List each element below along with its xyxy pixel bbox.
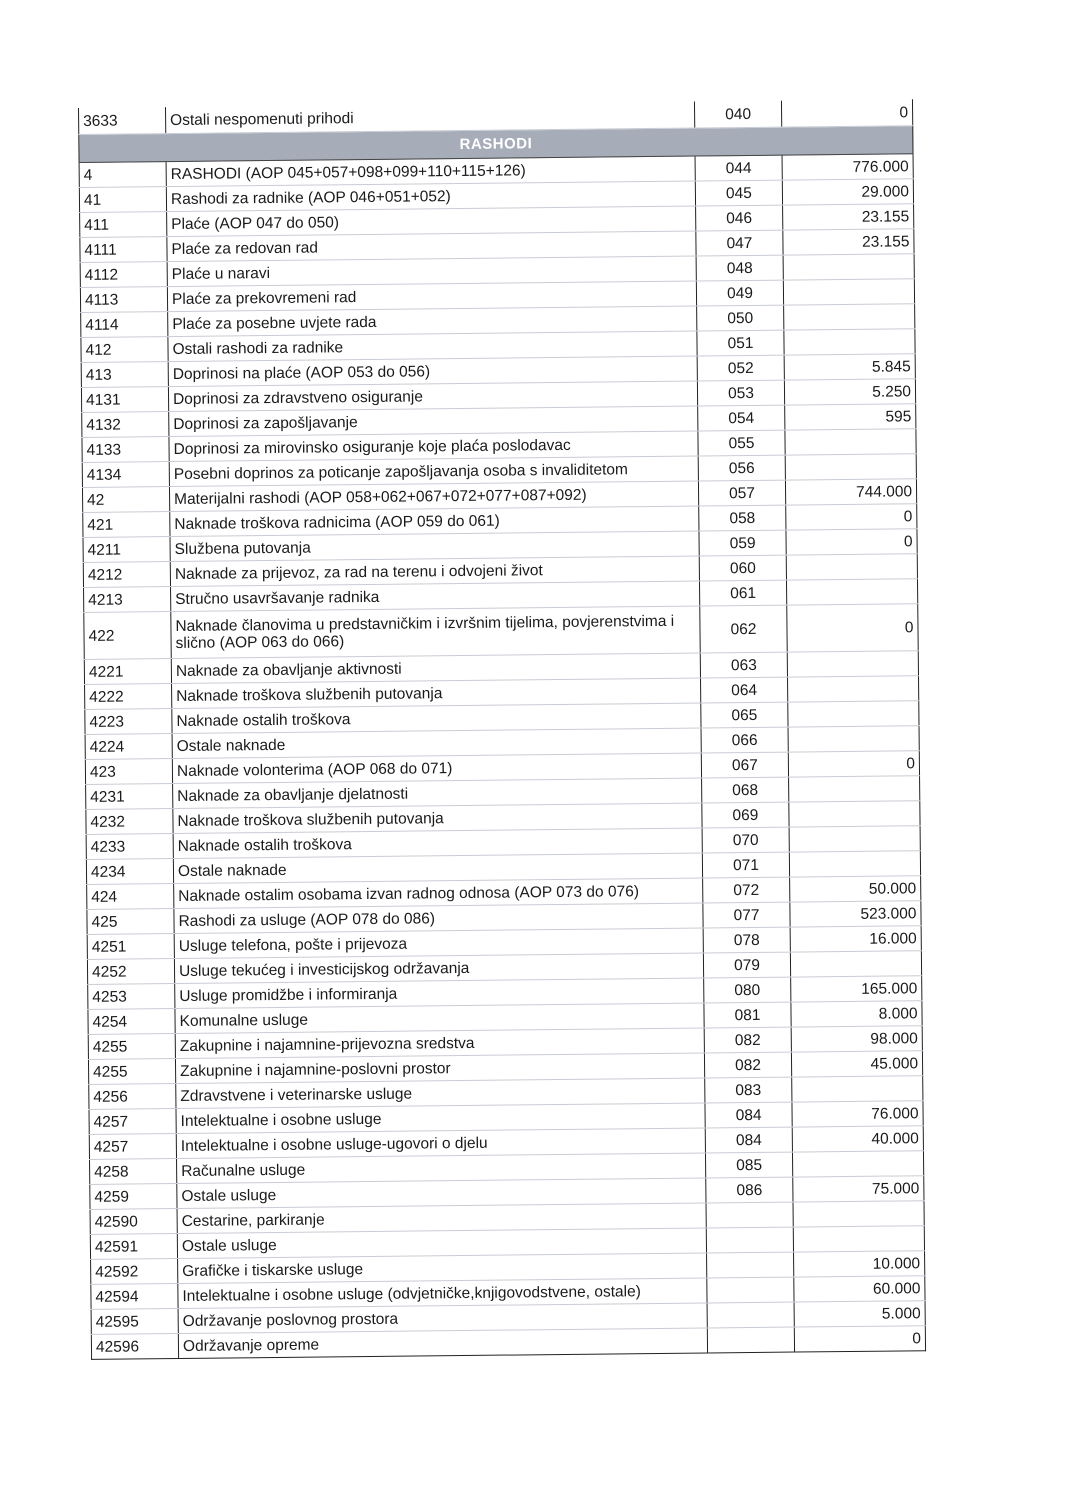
account-description: Grafičke i tiskarske usluge xyxy=(178,1253,707,1284)
account-description: Doprinosi za zapošljavanje xyxy=(169,406,698,437)
amount xyxy=(788,701,919,727)
account-code: 421 xyxy=(83,512,170,538)
amount: 98.000 xyxy=(791,1026,922,1052)
aop-number: 065 xyxy=(701,702,788,728)
account-code: 422 xyxy=(84,612,171,660)
amount xyxy=(786,579,917,605)
account-code: 4234 xyxy=(86,859,173,885)
amount: 60.000 xyxy=(794,1276,925,1302)
aop-number: 064 xyxy=(701,677,788,703)
aop-number xyxy=(707,1252,794,1278)
account-code: 4212 xyxy=(83,562,170,588)
amount: 776.000 xyxy=(782,154,913,180)
account-code: 4257 xyxy=(89,1109,176,1135)
aop-number: 083 xyxy=(705,1077,792,1103)
account-code: 411 xyxy=(80,212,167,238)
aop-number: 061 xyxy=(699,580,786,606)
aop-number: 040 xyxy=(694,101,781,128)
aop-number: 060 xyxy=(699,555,786,581)
account-description: Naknade ostalim osobama izvan radnog odnosa (AOP 073 do 076) xyxy=(174,878,703,909)
account-description: Usluge telefona, pošte i prijevoza xyxy=(174,928,703,959)
section-title: RASHODI xyxy=(79,126,913,163)
amount: 523.000 xyxy=(790,901,921,927)
amount xyxy=(789,776,920,802)
amount: 5.000 xyxy=(794,1301,925,1327)
amount: 165.000 xyxy=(791,976,922,1002)
amount: 0 xyxy=(786,504,917,530)
account-description: Naknade članovima u predstavničkim i izvršnim tijelima, povjerenstvima i slično (AOP 063 do 066) xyxy=(171,606,700,659)
amount xyxy=(787,676,918,702)
aop-number: 056 xyxy=(698,455,785,481)
account-description: Doprinosi za zdravstveno osiguranje xyxy=(168,381,697,412)
aop-number: 069 xyxy=(702,802,789,828)
account-description: Naknade za prijevoz, za rad na terenu i odvojeni život xyxy=(170,556,699,587)
aop-number: 044 xyxy=(695,155,782,181)
amount: 8.000 xyxy=(791,1001,922,1027)
account-code: 4254 xyxy=(88,1009,175,1035)
amount xyxy=(788,726,919,752)
aop-number: 072 xyxy=(703,877,790,903)
account-code: 413 xyxy=(81,362,168,388)
amount xyxy=(793,1201,924,1227)
aop-number: 077 xyxy=(703,902,790,928)
account-code: 425 xyxy=(87,909,174,935)
account-code: 4111 xyxy=(80,237,167,263)
amount: 10.000 xyxy=(794,1251,925,1277)
aop-number: 062 xyxy=(700,605,787,653)
amount: 75.000 xyxy=(793,1176,924,1202)
aop-number: 058 xyxy=(699,505,786,531)
amount: 23.155 xyxy=(783,229,914,255)
aop-number: 054 xyxy=(698,405,785,431)
amount: 76.000 xyxy=(792,1101,923,1127)
aop-number xyxy=(706,1202,793,1228)
account-description: Doprinosi za mirovinsko osiguranje koje plaća poslodavac xyxy=(169,431,698,462)
account-code: 4132 xyxy=(82,412,169,438)
account-code: 4133 xyxy=(82,437,169,463)
aop-number xyxy=(707,1327,794,1353)
account-description: Održavanje poslovnog prostora xyxy=(178,1303,707,1334)
aop-number: 084 xyxy=(705,1102,792,1128)
account-code: 41 xyxy=(79,187,166,213)
aop-number: 066 xyxy=(701,727,788,753)
aop-number: 057 xyxy=(698,480,785,506)
amount xyxy=(793,1226,924,1252)
amount: 23.155 xyxy=(783,204,914,230)
account-code: 4255 xyxy=(88,1034,175,1060)
account-code: 42592 xyxy=(91,1259,178,1285)
account-description: Ostale usluge xyxy=(177,1178,706,1209)
account-code: 4253 xyxy=(88,984,175,1010)
account-code: 4221 xyxy=(84,659,171,685)
account-code: 42595 xyxy=(91,1309,178,1335)
account-code: 4131 xyxy=(81,387,168,413)
account-code: 42 xyxy=(82,487,169,513)
account-description: Ostale naknade xyxy=(172,728,701,759)
aop-number: 046 xyxy=(696,205,783,231)
amount: 0 xyxy=(787,604,918,652)
amount xyxy=(789,851,920,877)
account-code: 423 xyxy=(85,759,172,785)
account-description: Usluge tekućeg i investicijskog održavanja xyxy=(174,953,703,984)
account-description: Cestarine, parkiranje xyxy=(177,1203,706,1234)
account-description: Intelektualne i osobne usluge-ugovori o djelu xyxy=(176,1128,705,1159)
aop-number: 082 xyxy=(704,1052,791,1078)
account-code: 4255 xyxy=(88,1059,175,1085)
account-description: Naknade volonterima (AOP 068 do 071) xyxy=(172,753,701,784)
amount xyxy=(792,1076,923,1102)
account-code: 3633 xyxy=(78,107,165,134)
account-code: 4113 xyxy=(80,287,167,313)
account-description: Zakupnine i najamnine-prijevozna sredstva xyxy=(175,1028,704,1059)
aop-number: 082 xyxy=(704,1027,791,1053)
aop-number: 085 xyxy=(705,1152,792,1178)
account-code: 4224 xyxy=(85,734,172,760)
amount: 0 xyxy=(794,1326,925,1352)
aop-number: 086 xyxy=(706,1177,793,1203)
account-description: Naknade troškova službenih putovanja xyxy=(173,803,702,834)
account-code: 424 xyxy=(87,884,174,910)
amount xyxy=(785,429,916,455)
aop-number: 068 xyxy=(702,777,789,803)
account-code: 42591 xyxy=(90,1234,177,1260)
aop-number: 081 xyxy=(704,1002,791,1028)
account-description: Plaće za redovan rad xyxy=(167,231,696,262)
amount xyxy=(783,254,914,280)
aop-number: 055 xyxy=(698,430,785,456)
aop-number: 070 xyxy=(702,827,789,853)
aop-number: 071 xyxy=(702,852,789,878)
amount xyxy=(789,801,920,827)
account-code: 42596 xyxy=(91,1334,178,1360)
amount xyxy=(786,554,917,580)
account-code: 4256 xyxy=(89,1084,176,1110)
account-description: Službena putovanja xyxy=(170,531,699,562)
account-description: Ostale usluge xyxy=(177,1228,706,1259)
amount: 595 xyxy=(785,404,916,430)
account-description: Naknade ostalih troškova xyxy=(173,828,702,859)
account-description: Posebni doprinos za poticanje zapošljavanja osoba s invaliditetom xyxy=(169,456,698,487)
aop-number: 080 xyxy=(704,977,791,1003)
amount: 0 xyxy=(786,529,917,555)
amount xyxy=(785,454,916,480)
account-code: 4223 xyxy=(85,709,172,735)
aop-number: 052 xyxy=(697,355,784,381)
ledger-sheet xyxy=(78,99,925,1360)
account-description: Ostali rashodi za radnike xyxy=(168,331,697,362)
account-description: Intelektualne i osobne usluge xyxy=(176,1103,705,1134)
account-description: Intelektualne i osobne usluge (odvjetničke,knjigovodstvene, ostale) xyxy=(178,1278,707,1309)
account-description: Naknade ostalih troškova xyxy=(172,703,701,734)
account-description: Ostale naknade xyxy=(173,853,702,884)
amount: 50.000 xyxy=(790,876,921,902)
account-description: Usluge promidžbe i informiranja xyxy=(175,978,704,1009)
account-code: 4231 xyxy=(86,784,173,810)
account-code: 4134 xyxy=(82,462,169,488)
account-description: Zakupnine i najamnine-poslovni prostor xyxy=(175,1053,704,1084)
account-code: 42590 xyxy=(90,1209,177,1235)
account-description: Rashodi za radnike (AOP 046+051+052) xyxy=(166,181,695,212)
account-description: Ostali nespomenuti prihodi xyxy=(165,102,694,134)
account-description: Naknade za obavljanje aktivnosti xyxy=(171,653,700,684)
account-code: 4252 xyxy=(87,959,174,985)
budget-table-body xyxy=(78,99,925,1359)
account-code: 4257 xyxy=(89,1134,176,1160)
aop-number xyxy=(706,1227,793,1253)
amount xyxy=(789,826,920,852)
account-description: Rashodi za usluge (AOP 078 do 086) xyxy=(174,903,703,934)
account-description: Naknade troškova radnicima (AOP 059 do 061) xyxy=(170,506,699,537)
account-description: Materijalni rashodi (AOP 058+062+067+072+077+087+092) xyxy=(169,481,698,512)
amount: 5.845 xyxy=(784,354,915,380)
aop-number: 059 xyxy=(699,530,786,556)
account-code: 4 xyxy=(79,162,166,188)
account-code: 4114 xyxy=(81,312,168,338)
account-description: Naknade troškova službenih putovanja xyxy=(172,678,701,709)
aop-number: 050 xyxy=(697,305,784,331)
amount xyxy=(783,279,914,305)
aop-number: 079 xyxy=(703,952,790,978)
amount: 45.000 xyxy=(791,1051,922,1077)
budget-table xyxy=(78,99,926,1360)
aop-number: 078 xyxy=(703,927,790,953)
amount xyxy=(790,951,921,977)
aop-number xyxy=(707,1302,794,1328)
amount xyxy=(792,1151,923,1177)
account-description: Plaće za posebne uvjete rada xyxy=(168,306,697,337)
amount: 29.000 xyxy=(782,179,913,205)
aop-number: 051 xyxy=(697,330,784,356)
account-description: Komunalne usluge xyxy=(175,1003,704,1034)
account-description: Plaće za prekovremeni rad xyxy=(167,281,696,312)
account-code: 4258 xyxy=(90,1159,177,1185)
aop-number: 045 xyxy=(695,180,782,206)
amount xyxy=(784,329,915,355)
account-code: 4211 xyxy=(83,537,170,563)
amount: 0 xyxy=(781,99,912,127)
aop-number: 063 xyxy=(700,652,787,678)
account-code: 4112 xyxy=(80,262,167,288)
account-description: RASHODI (AOP 045+057+098+099+110+115+126) xyxy=(166,156,695,187)
account-code: 4233 xyxy=(86,834,173,860)
aop-number: 067 xyxy=(701,752,788,778)
amount xyxy=(787,651,918,677)
amount: 40.000 xyxy=(792,1126,923,1152)
amount: 5.250 xyxy=(784,379,915,405)
aop-number: 053 xyxy=(697,380,784,406)
amount xyxy=(784,304,915,330)
aop-number: 049 xyxy=(696,280,783,306)
amount: 0 xyxy=(788,751,919,777)
account-code: 4232 xyxy=(86,809,173,835)
account-description: Održavanje opreme xyxy=(178,1328,707,1359)
aop-number: 048 xyxy=(696,255,783,281)
account-code: 42594 xyxy=(91,1284,178,1310)
account-description: Stručno usavršavanje radnika xyxy=(171,581,700,612)
aop-number: 047 xyxy=(696,230,783,256)
amount: 744.000 xyxy=(785,479,916,505)
account-description: Naknade za obavljanje djelatnosti xyxy=(173,778,702,809)
amount: 16.000 xyxy=(790,926,921,952)
account-description: Zdravstvene i veterinarske usluge xyxy=(176,1078,705,1109)
account-code: 4222 xyxy=(85,684,172,710)
account-description: Računalne usluge xyxy=(177,1153,706,1184)
account-code: 412 xyxy=(81,337,168,363)
account-description: Doprinosi na plaće (AOP 053 do 056) xyxy=(168,356,697,387)
account-description: Plaće u naravi xyxy=(167,256,696,287)
account-code: 4251 xyxy=(87,934,174,960)
account-code: 4259 xyxy=(90,1184,177,1210)
account-code: 4213 xyxy=(84,587,171,613)
aop-number xyxy=(707,1277,794,1303)
aop-number: 084 xyxy=(705,1127,792,1153)
account-description: Plaće (AOP 047 do 050) xyxy=(167,206,696,237)
